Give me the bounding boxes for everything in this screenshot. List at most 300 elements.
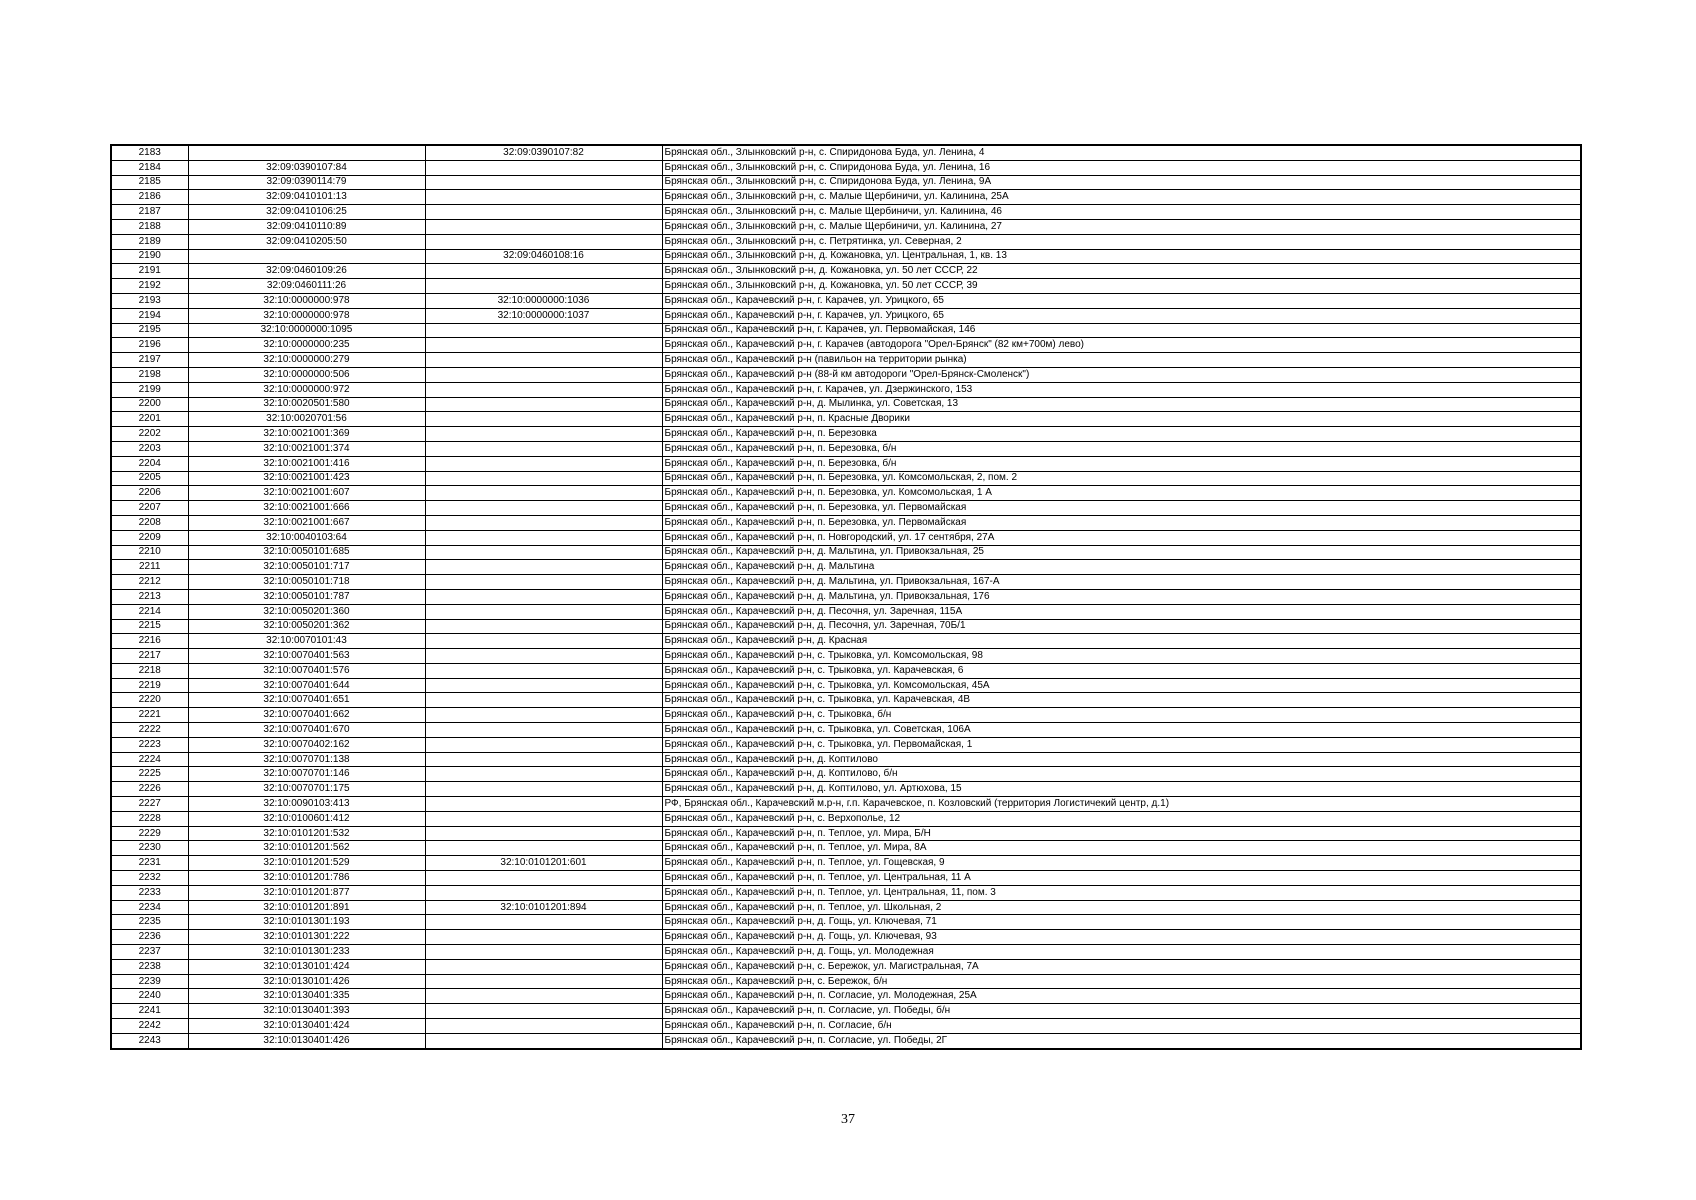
row-number-cell: 2190 xyxy=(111,249,188,264)
address-cell: Брянская обл., Злынковский р-н, с. Малые Щербиничи, ул. Калинина, 46 xyxy=(662,205,1581,220)
secondary-cadastral-number-cell xyxy=(425,678,662,693)
secondary-cadastral-number-cell xyxy=(425,338,662,353)
address-cell: Брянская обл., Злынковский р-н, с. Петрятинка, ул. Северная, 2 xyxy=(662,234,1581,249)
cadastral-number-cell: 32:10:0130101:424 xyxy=(188,959,425,974)
table-row xyxy=(111,752,1581,767)
secondary-cadastral-number-cell xyxy=(425,323,662,338)
cadastral-number-cell: 32:10:0021001:416 xyxy=(188,456,425,471)
table-row xyxy=(111,234,1581,249)
row-number-cell: 2230 xyxy=(111,841,188,856)
row-number-cell: 2195 xyxy=(111,323,188,338)
cadastral-number-cell: 32:10:0101201:786 xyxy=(188,871,425,886)
address-cell: Брянская обл., Карачевский р-н (павильон на территории рынка) xyxy=(662,353,1581,368)
secondary-cadastral-number-cell xyxy=(425,885,662,900)
table-row xyxy=(111,397,1581,412)
table-row xyxy=(111,353,1581,368)
address-cell: Брянская обл., Карачевский р-н, д. Мальтина, ул. Привокзальная, 25 xyxy=(662,545,1581,560)
address-cell: Брянская обл., Карачевский р-н, п. Теплое, ул. Центральная, 11 А xyxy=(662,871,1581,886)
address-cell: Брянская обл., Карачевский р-н, п. Теплое, ул. Мира, 8А xyxy=(662,841,1581,856)
secondary-cadastral-number-cell xyxy=(425,871,662,886)
secondary-cadastral-number-cell xyxy=(425,560,662,575)
row-number-cell: 2235 xyxy=(111,915,188,930)
row-number-cell: 2217 xyxy=(111,649,188,664)
table-row xyxy=(111,175,1581,190)
secondary-cadastral-number-cell xyxy=(425,930,662,945)
table-row xyxy=(111,323,1581,338)
address-cell: Брянская обл., Карачевский р-н, п. Согласие, ул. Победы, 2Г xyxy=(662,1033,1581,1048)
registry-table xyxy=(110,144,1582,1050)
row-number-cell: 2242 xyxy=(111,1019,188,1034)
address-cell: Брянская обл., Злынковский р-н, с. Спиридонова Буда, ул. Ленина, 16 xyxy=(662,160,1581,175)
cadastral-number-cell: 32:10:0021001:369 xyxy=(188,427,425,442)
table-row xyxy=(111,974,1581,989)
table-row xyxy=(111,575,1581,590)
row-number-cell: 2243 xyxy=(111,1033,188,1048)
table-row xyxy=(111,412,1581,427)
row-number-cell: 2198 xyxy=(111,367,188,382)
secondary-cadastral-number-cell xyxy=(425,708,662,723)
address-cell: Брянская обл., Злынковский р-н, с. Малые Щербиничи, ул. Калинина, 27 xyxy=(662,219,1581,234)
table-row xyxy=(111,989,1581,1004)
table-row xyxy=(111,456,1581,471)
table-row xyxy=(111,841,1581,856)
row-number-cell: 2223 xyxy=(111,737,188,752)
cadastral-number-cell: 32:10:0050201:362 xyxy=(188,619,425,634)
cadastral-number-cell: 32:09:0390114:79 xyxy=(188,175,425,190)
address-cell: Брянская обл., Карачевский р-н, д. Красная xyxy=(662,634,1581,649)
table-row xyxy=(111,663,1581,678)
address-cell: Брянская обл., Карачевский р-н, с. Трыковка, ул. Комсомольская, 45А xyxy=(662,678,1581,693)
table-row xyxy=(111,737,1581,752)
table-row xyxy=(111,501,1581,516)
address-cell: Брянская обл., Карачевский р-н, с. Трыковка, ул. Карачевская, 4В xyxy=(662,693,1581,708)
address-cell: Брянская обл., Карачевский р-н, п. Березовка xyxy=(662,427,1581,442)
row-number-cell: 2226 xyxy=(111,782,188,797)
address-cell: Брянская обл., Карачевский р-н, д. Мылинка, ул. Советская, 13 xyxy=(662,397,1581,412)
row-number-cell: 2228 xyxy=(111,811,188,826)
secondary-cadastral-number-cell xyxy=(425,353,662,368)
cadastral-number-cell: 32:10:0021001:607 xyxy=(188,486,425,501)
cadastral-number-cell: 32:10:0101201:532 xyxy=(188,826,425,841)
address-cell: Брянская обл., Карачевский р-н, п. Теплое, ул. Гощевская, 9 xyxy=(662,856,1581,871)
secondary-cadastral-number-cell: 32:09:0390107:82 xyxy=(425,145,662,160)
cadastral-number-cell xyxy=(188,249,425,264)
address-cell: Брянская обл., Карачевский р-н, п. Березовка, ул. Комсомольская, 1 А xyxy=(662,486,1581,501)
row-number-cell: 2241 xyxy=(111,1004,188,1019)
table-row xyxy=(111,693,1581,708)
cadastral-number-cell: 32:10:0040103:64 xyxy=(188,530,425,545)
row-number-cell: 2213 xyxy=(111,589,188,604)
table-row xyxy=(111,589,1581,604)
cadastral-number-cell: 32:10:0070401:662 xyxy=(188,708,425,723)
row-number-cell: 2200 xyxy=(111,397,188,412)
row-number-cell: 2205 xyxy=(111,471,188,486)
cadastral-number-cell: 32:10:0050101:718 xyxy=(188,575,425,590)
cadastral-number-cell: 32:09:0410101:13 xyxy=(188,190,425,205)
cadastral-number-cell: 32:09:0390107:84 xyxy=(188,160,425,175)
row-number-cell: 2199 xyxy=(111,382,188,397)
row-number-cell: 2212 xyxy=(111,575,188,590)
cadastral-number-cell: 32:10:0000000:506 xyxy=(188,367,425,382)
secondary-cadastral-number-cell xyxy=(425,767,662,782)
address-cell: Брянская обл., Карачевский р-н, п. Теплое, ул. Школьная, 2 xyxy=(662,900,1581,915)
cadastral-number-cell: 32:10:0130401:335 xyxy=(188,989,425,1004)
cadastral-number-cell: 32:10:0050101:787 xyxy=(188,589,425,604)
secondary-cadastral-number-cell xyxy=(425,367,662,382)
table-row xyxy=(111,190,1581,205)
table-row xyxy=(111,930,1581,945)
table-row xyxy=(111,530,1581,545)
cadastral-number-cell: 32:10:0130401:424 xyxy=(188,1019,425,1034)
table-row xyxy=(111,545,1581,560)
table-row xyxy=(111,723,1581,738)
cadastral-number-cell: 32:10:0021001:423 xyxy=(188,471,425,486)
row-number-cell: 2233 xyxy=(111,885,188,900)
row-number-cell: 2234 xyxy=(111,900,188,915)
row-number-cell: 2240 xyxy=(111,989,188,1004)
cadastral-number-cell: 32:10:0101301:222 xyxy=(188,930,425,945)
address-cell: Брянская обл., Злынковский р-н, д. Кожановка, ул. 50 лет СССР, 39 xyxy=(662,279,1581,294)
secondary-cadastral-number-cell xyxy=(425,663,662,678)
row-number-cell: 2191 xyxy=(111,264,188,279)
row-number-cell: 2207 xyxy=(111,501,188,516)
table-row xyxy=(111,604,1581,619)
secondary-cadastral-number-cell xyxy=(425,427,662,442)
address-cell: Брянская обл., Карачевский р-н, с. Трыковка, ул. Комсомольская, 98 xyxy=(662,649,1581,664)
address-cell: Брянская обл., Злынковский р-н, с. Малые Щербиничи, ул. Калинина, 25А xyxy=(662,190,1581,205)
secondary-cadastral-number-cell xyxy=(425,945,662,960)
secondary-cadastral-number-cell xyxy=(425,693,662,708)
cadastral-number-cell: 32:10:0130101:426 xyxy=(188,974,425,989)
row-number-cell: 2231 xyxy=(111,856,188,871)
table-row xyxy=(111,885,1581,900)
table-row xyxy=(111,427,1581,442)
secondary-cadastral-number-cell xyxy=(425,501,662,516)
secondary-cadastral-number-cell xyxy=(425,723,662,738)
row-number-cell: 2218 xyxy=(111,663,188,678)
cadastral-number-cell: 32:10:0101201:529 xyxy=(188,856,425,871)
secondary-cadastral-number-cell: 32:10:0000000:1037 xyxy=(425,308,662,323)
row-number-cell: 2232 xyxy=(111,871,188,886)
address-cell: Брянская обл., Карачевский р-н, с. Бережок, ул. Магистральная, 7А xyxy=(662,959,1581,974)
address-cell: Брянская обл., Карачевский р-н, с. Трыковка, б/н xyxy=(662,708,1581,723)
address-cell: Брянская обл., Карачевский р-н, д. Мальтина, ул. Привокзальная, 167-А xyxy=(662,575,1581,590)
cadastral-number-cell: 32:09:0410205:50 xyxy=(188,234,425,249)
address-cell: Брянская обл., Карачевский р-н, д. Гощь, ул. Молодежная xyxy=(662,945,1581,960)
address-cell: Брянская обл., Карачевский р-н, п. Согласие, б/н xyxy=(662,1019,1581,1034)
address-cell: Брянская обл., Карачевский р-н, п. Согласие, ул. Победы, б/н xyxy=(662,1004,1581,1019)
registry-table-body xyxy=(111,145,1581,1049)
secondary-cadastral-number-cell xyxy=(425,441,662,456)
table-row xyxy=(111,382,1581,397)
address-cell: Брянская обл., Карачевский р-н, п. Березовка, ул. Комсомольская, 2, пом. 2 xyxy=(662,471,1581,486)
row-number-cell: 2202 xyxy=(111,427,188,442)
row-number-cell: 2186 xyxy=(111,190,188,205)
cadastral-number-cell: 32:10:0070701:175 xyxy=(188,782,425,797)
row-number-cell: 2210 xyxy=(111,545,188,560)
secondary-cadastral-number-cell xyxy=(425,1033,662,1048)
table-row xyxy=(111,249,1581,264)
row-number-cell: 2188 xyxy=(111,219,188,234)
address-cell: Брянская обл., Карачевский р-н, п. Теплое, ул. Мира, Б/Н xyxy=(662,826,1581,841)
cadastral-number-cell: 32:10:0020501:580 xyxy=(188,397,425,412)
cadastral-number-cell: 32:10:0100601:412 xyxy=(188,811,425,826)
address-cell: Брянская обл., Злынковский р-н, с. Спиридонова Буда, ул. Ленина, 4 xyxy=(662,145,1581,160)
row-number-cell: 2201 xyxy=(111,412,188,427)
table-row xyxy=(111,797,1581,812)
secondary-cadastral-number-cell: 32:09:0460108:16 xyxy=(425,249,662,264)
table-row xyxy=(111,471,1581,486)
secondary-cadastral-number-cell xyxy=(425,841,662,856)
secondary-cadastral-number-cell xyxy=(425,160,662,175)
table-row xyxy=(111,811,1581,826)
address-cell: Брянская обл., Карачевский р-н, п. Красные Дворики xyxy=(662,412,1581,427)
cadastral-number-cell: 32:10:0070402:162 xyxy=(188,737,425,752)
address-cell: Брянская обл., Карачевский р-н, д. Песочня, ул. Заречная, 70Б/1 xyxy=(662,619,1581,634)
table-row xyxy=(111,279,1581,294)
row-number-cell: 2206 xyxy=(111,486,188,501)
table-row xyxy=(111,441,1581,456)
secondary-cadastral-number-cell xyxy=(425,737,662,752)
address-cell: Брянская обл., Карачевский р-н, д. Коптилово, ул. Артюхова, 15 xyxy=(662,782,1581,797)
row-number-cell: 2208 xyxy=(111,515,188,530)
table-row xyxy=(111,308,1581,323)
table-row xyxy=(111,945,1581,960)
row-number-cell: 2192 xyxy=(111,279,188,294)
row-number-cell: 2209 xyxy=(111,530,188,545)
table-row xyxy=(111,293,1581,308)
secondary-cadastral-number-cell xyxy=(425,190,662,205)
cadastral-number-cell: 32:10:0020701:56 xyxy=(188,412,425,427)
row-number-cell: 2193 xyxy=(111,293,188,308)
address-cell: Брянская обл., Карачевский р-н, п. Березовка, б/н xyxy=(662,441,1581,456)
cadastral-number-cell xyxy=(188,145,425,160)
table-row xyxy=(111,649,1581,664)
cadastral-number-cell: 32:09:0460111:26 xyxy=(188,279,425,294)
secondary-cadastral-number-cell xyxy=(425,797,662,812)
cadastral-number-cell: 32:10:0070401:670 xyxy=(188,723,425,738)
cadastral-number-cell: 32:09:0460109:26 xyxy=(188,264,425,279)
secondary-cadastral-number-cell xyxy=(425,649,662,664)
secondary-cadastral-number-cell xyxy=(425,264,662,279)
address-cell: Брянская обл., Карачевский р-н, г. Карачев, ул. Урицкого, 65 xyxy=(662,293,1581,308)
cadastral-number-cell: 32:10:0101301:193 xyxy=(188,915,425,930)
secondary-cadastral-number-cell xyxy=(425,530,662,545)
secondary-cadastral-number-cell xyxy=(425,589,662,604)
secondary-cadastral-number-cell xyxy=(425,486,662,501)
secondary-cadastral-number-cell xyxy=(425,545,662,560)
address-cell: Брянская обл., Карачевский р-н (88-й км автодороги "Орел-Брянск-Смоленск") xyxy=(662,367,1581,382)
address-cell: Брянская обл., Злынковский р-н, с. Спиридонова Буда, ул. Ленина, 9А xyxy=(662,175,1581,190)
secondary-cadastral-number-cell xyxy=(425,205,662,220)
row-number-cell: 2183 xyxy=(111,145,188,160)
table-row xyxy=(111,871,1581,886)
cadastral-number-cell: 32:10:0070401:651 xyxy=(188,693,425,708)
cadastral-number-cell: 32:09:0410110:89 xyxy=(188,219,425,234)
table-row xyxy=(111,678,1581,693)
secondary-cadastral-number-cell xyxy=(425,619,662,634)
secondary-cadastral-number-cell xyxy=(425,974,662,989)
address-cell: Брянская обл., Карачевский р-н, с. Верхополье, 12 xyxy=(662,811,1581,826)
cadastral-number-cell: 32:10:0000000:235 xyxy=(188,338,425,353)
cadastral-number-cell: 32:10:0101201:891 xyxy=(188,900,425,915)
address-cell: Брянская обл., Карачевский р-н, д. Коптилово xyxy=(662,752,1581,767)
address-cell: Брянская обл., Карачевский р-н, с. Трыковка, ул. Первомайская, 1 xyxy=(662,737,1581,752)
cadastral-number-cell: 32:10:0000000:972 xyxy=(188,382,425,397)
secondary-cadastral-number-cell xyxy=(425,634,662,649)
cadastral-number-cell: 32:10:0050201:360 xyxy=(188,604,425,619)
cadastral-number-cell: 32:10:0090103:413 xyxy=(188,797,425,812)
table-row xyxy=(111,338,1581,353)
address-cell: Брянская обл., Карачевский р-н, с. Бережок, б/н xyxy=(662,974,1581,989)
table-row xyxy=(111,915,1581,930)
cadastral-number-cell: 32:10:0021001:374 xyxy=(188,441,425,456)
table-row xyxy=(111,264,1581,279)
address-cell: Брянская обл., Карачевский р-н, д. Песочня, ул. Заречная, 115А xyxy=(662,604,1581,619)
address-cell: Брянская обл., Карачевский р-н, п. Новгородский, ул. 17 сентября, 27А xyxy=(662,530,1581,545)
table-row xyxy=(111,1019,1581,1034)
cadastral-number-cell: 32:10:0021001:666 xyxy=(188,501,425,516)
row-number-cell: 2222 xyxy=(111,723,188,738)
row-number-cell: 2197 xyxy=(111,353,188,368)
row-number-cell: 2221 xyxy=(111,708,188,723)
row-number-cell: 2204 xyxy=(111,456,188,471)
address-cell: Брянская обл., Карачевский р-н, д. Гощь, ул. Ключевая, 93 xyxy=(662,930,1581,945)
row-number-cell: 2224 xyxy=(111,752,188,767)
cadastral-number-cell: 32:10:0000000:279 xyxy=(188,353,425,368)
secondary-cadastral-number-cell xyxy=(425,412,662,427)
row-number-cell: 2225 xyxy=(111,767,188,782)
address-cell: Брянская обл., Карачевский р-н, д. Мальтина, ул. Привокзальная, 176 xyxy=(662,589,1581,604)
secondary-cadastral-number-cell xyxy=(425,959,662,974)
table-row xyxy=(111,1004,1581,1019)
row-number-cell: 2229 xyxy=(111,826,188,841)
cadastral-number-cell: 32:10:0070101:43 xyxy=(188,634,425,649)
secondary-cadastral-number-cell: 32:10:0000000:1036 xyxy=(425,293,662,308)
secondary-cadastral-number-cell xyxy=(425,175,662,190)
row-number-cell: 2214 xyxy=(111,604,188,619)
cadastral-number-cell: 32:10:0130401:426 xyxy=(188,1033,425,1048)
secondary-cadastral-number-cell xyxy=(425,234,662,249)
row-number-cell: 2236 xyxy=(111,930,188,945)
table-row xyxy=(111,959,1581,974)
row-number-cell: 2194 xyxy=(111,308,188,323)
row-number-cell: 2220 xyxy=(111,693,188,708)
secondary-cadastral-number-cell xyxy=(425,219,662,234)
table-row xyxy=(111,145,1581,160)
cadastral-number-cell: 32:09:0410106:25 xyxy=(188,205,425,220)
secondary-cadastral-number-cell xyxy=(425,752,662,767)
table-row xyxy=(111,515,1581,530)
table-row xyxy=(111,205,1581,220)
secondary-cadastral-number-cell xyxy=(425,471,662,486)
table-row xyxy=(111,219,1581,234)
table-row xyxy=(111,782,1581,797)
cadastral-number-cell: 32:10:0070701:138 xyxy=(188,752,425,767)
row-number-cell: 2227 xyxy=(111,797,188,812)
cadastral-number-cell: 32:10:0070401:644 xyxy=(188,678,425,693)
secondary-cadastral-number-cell xyxy=(425,1019,662,1034)
row-number-cell: 2203 xyxy=(111,441,188,456)
table-row xyxy=(111,1033,1581,1048)
cadastral-number-cell: 32:10:0050101:685 xyxy=(188,545,425,560)
secondary-cadastral-number-cell xyxy=(425,811,662,826)
address-cell: Брянская обл., Карачевский р-н, с. Трыковка, ул. Советская, 106А xyxy=(662,723,1581,738)
table-row xyxy=(111,160,1581,175)
row-number-cell: 2215 xyxy=(111,619,188,634)
cadastral-number-cell: 32:10:0050101:717 xyxy=(188,560,425,575)
address-cell: Брянская обл., Карачевский р-н, п. Согласие, ул. Молодежная, 25А xyxy=(662,989,1581,1004)
secondary-cadastral-number-cell xyxy=(425,397,662,412)
secondary-cadastral-number-cell xyxy=(425,575,662,590)
table-row xyxy=(111,708,1581,723)
cadastral-number-cell: 32:10:0021001:667 xyxy=(188,515,425,530)
cadastral-number-cell: 32:10:0070701:146 xyxy=(188,767,425,782)
secondary-cadastral-number-cell: 32:10:0101201:601 xyxy=(425,856,662,871)
secondary-cadastral-number-cell xyxy=(425,382,662,397)
cadastral-number-cell: 32:10:0000000:978 xyxy=(188,308,425,323)
secondary-cadastral-number-cell xyxy=(425,915,662,930)
cadastral-number-cell: 32:10:0070401:576 xyxy=(188,663,425,678)
secondary-cadastral-number-cell xyxy=(425,279,662,294)
secondary-cadastral-number-cell xyxy=(425,604,662,619)
secondary-cadastral-number-cell xyxy=(425,826,662,841)
secondary-cadastral-number-cell xyxy=(425,456,662,471)
address-cell: Брянская обл., Злынковский р-н, д. Кожановка, ул. 50 лет СССР, 22 xyxy=(662,264,1581,279)
cadastral-number-cell: 32:10:0000000:1095 xyxy=(188,323,425,338)
address-cell: Брянская обл., Карачевский р-н, п. Березовка, б/н xyxy=(662,456,1581,471)
page-number: 37 xyxy=(841,1112,855,1127)
address-cell: Брянская обл., Карачевский р-н, п. Березовка, ул. Первомайская xyxy=(662,501,1581,516)
cadastral-number-cell: 32:10:0101301:233 xyxy=(188,945,425,960)
secondary-cadastral-number-cell xyxy=(425,1004,662,1019)
table-row xyxy=(111,634,1581,649)
address-cell: Брянская обл., Карачевский р-н, с. Трыковка, ул. Карачевская, 6 xyxy=(662,663,1581,678)
secondary-cadastral-number-cell xyxy=(425,782,662,797)
table-row xyxy=(111,560,1581,575)
table-row xyxy=(111,619,1581,634)
row-number-cell: 2187 xyxy=(111,205,188,220)
secondary-cadastral-number-cell xyxy=(425,989,662,1004)
row-number-cell: 2239 xyxy=(111,974,188,989)
row-number-cell: 2185 xyxy=(111,175,188,190)
address-cell: Брянская обл., Карачевский р-н, г. Карачев, ул. Первомайская, 146 xyxy=(662,323,1581,338)
cadastral-number-cell: 32:10:0101201:562 xyxy=(188,841,425,856)
address-cell: Брянская обл., Карачевский р-н, д. Гощь, ул. Ключевая, 71 xyxy=(662,915,1581,930)
secondary-cadastral-number-cell: 32:10:0101201:894 xyxy=(425,900,662,915)
row-number-cell: 2184 xyxy=(111,160,188,175)
row-number-cell: 2189 xyxy=(111,234,188,249)
address-cell: Брянская обл., Карачевский р-н, д. Мальтина xyxy=(662,560,1581,575)
cadastral-number-cell: 32:10:0070401:563 xyxy=(188,649,425,664)
row-number-cell: 2216 xyxy=(111,634,188,649)
table-row xyxy=(111,826,1581,841)
cadastral-number-cell: 32:10:0130401:393 xyxy=(188,1004,425,1019)
row-number-cell: 2237 xyxy=(111,945,188,960)
cadastral-number-cell: 32:10:0000000:978 xyxy=(188,293,425,308)
table-row xyxy=(111,767,1581,782)
address-cell: Брянская обл., Карачевский р-н, д. Коптилово, б/н xyxy=(662,767,1581,782)
table-row xyxy=(111,900,1581,915)
address-cell: Брянская обл., Карачевский р-н, г. Карачев, ул. Урицкого, 65 xyxy=(662,308,1581,323)
address-cell: Брянская обл., Карачевский р-н, г. Карачев, ул. Дзержинского, 153 xyxy=(662,382,1581,397)
row-number-cell: 2211 xyxy=(111,560,188,575)
table-row xyxy=(111,486,1581,501)
table-row xyxy=(111,856,1581,871)
address-cell: РФ, Брянская обл., Карачевский м.р-н, г.п. Карачевское, п. Козловский (территория Логистичекий центр, д.1) xyxy=(662,797,1581,812)
address-cell: Брянская обл., Карачевский р-н, п. Теплое, ул. Центральная, 11, пом. 3 xyxy=(662,885,1581,900)
secondary-cadastral-number-cell xyxy=(425,515,662,530)
